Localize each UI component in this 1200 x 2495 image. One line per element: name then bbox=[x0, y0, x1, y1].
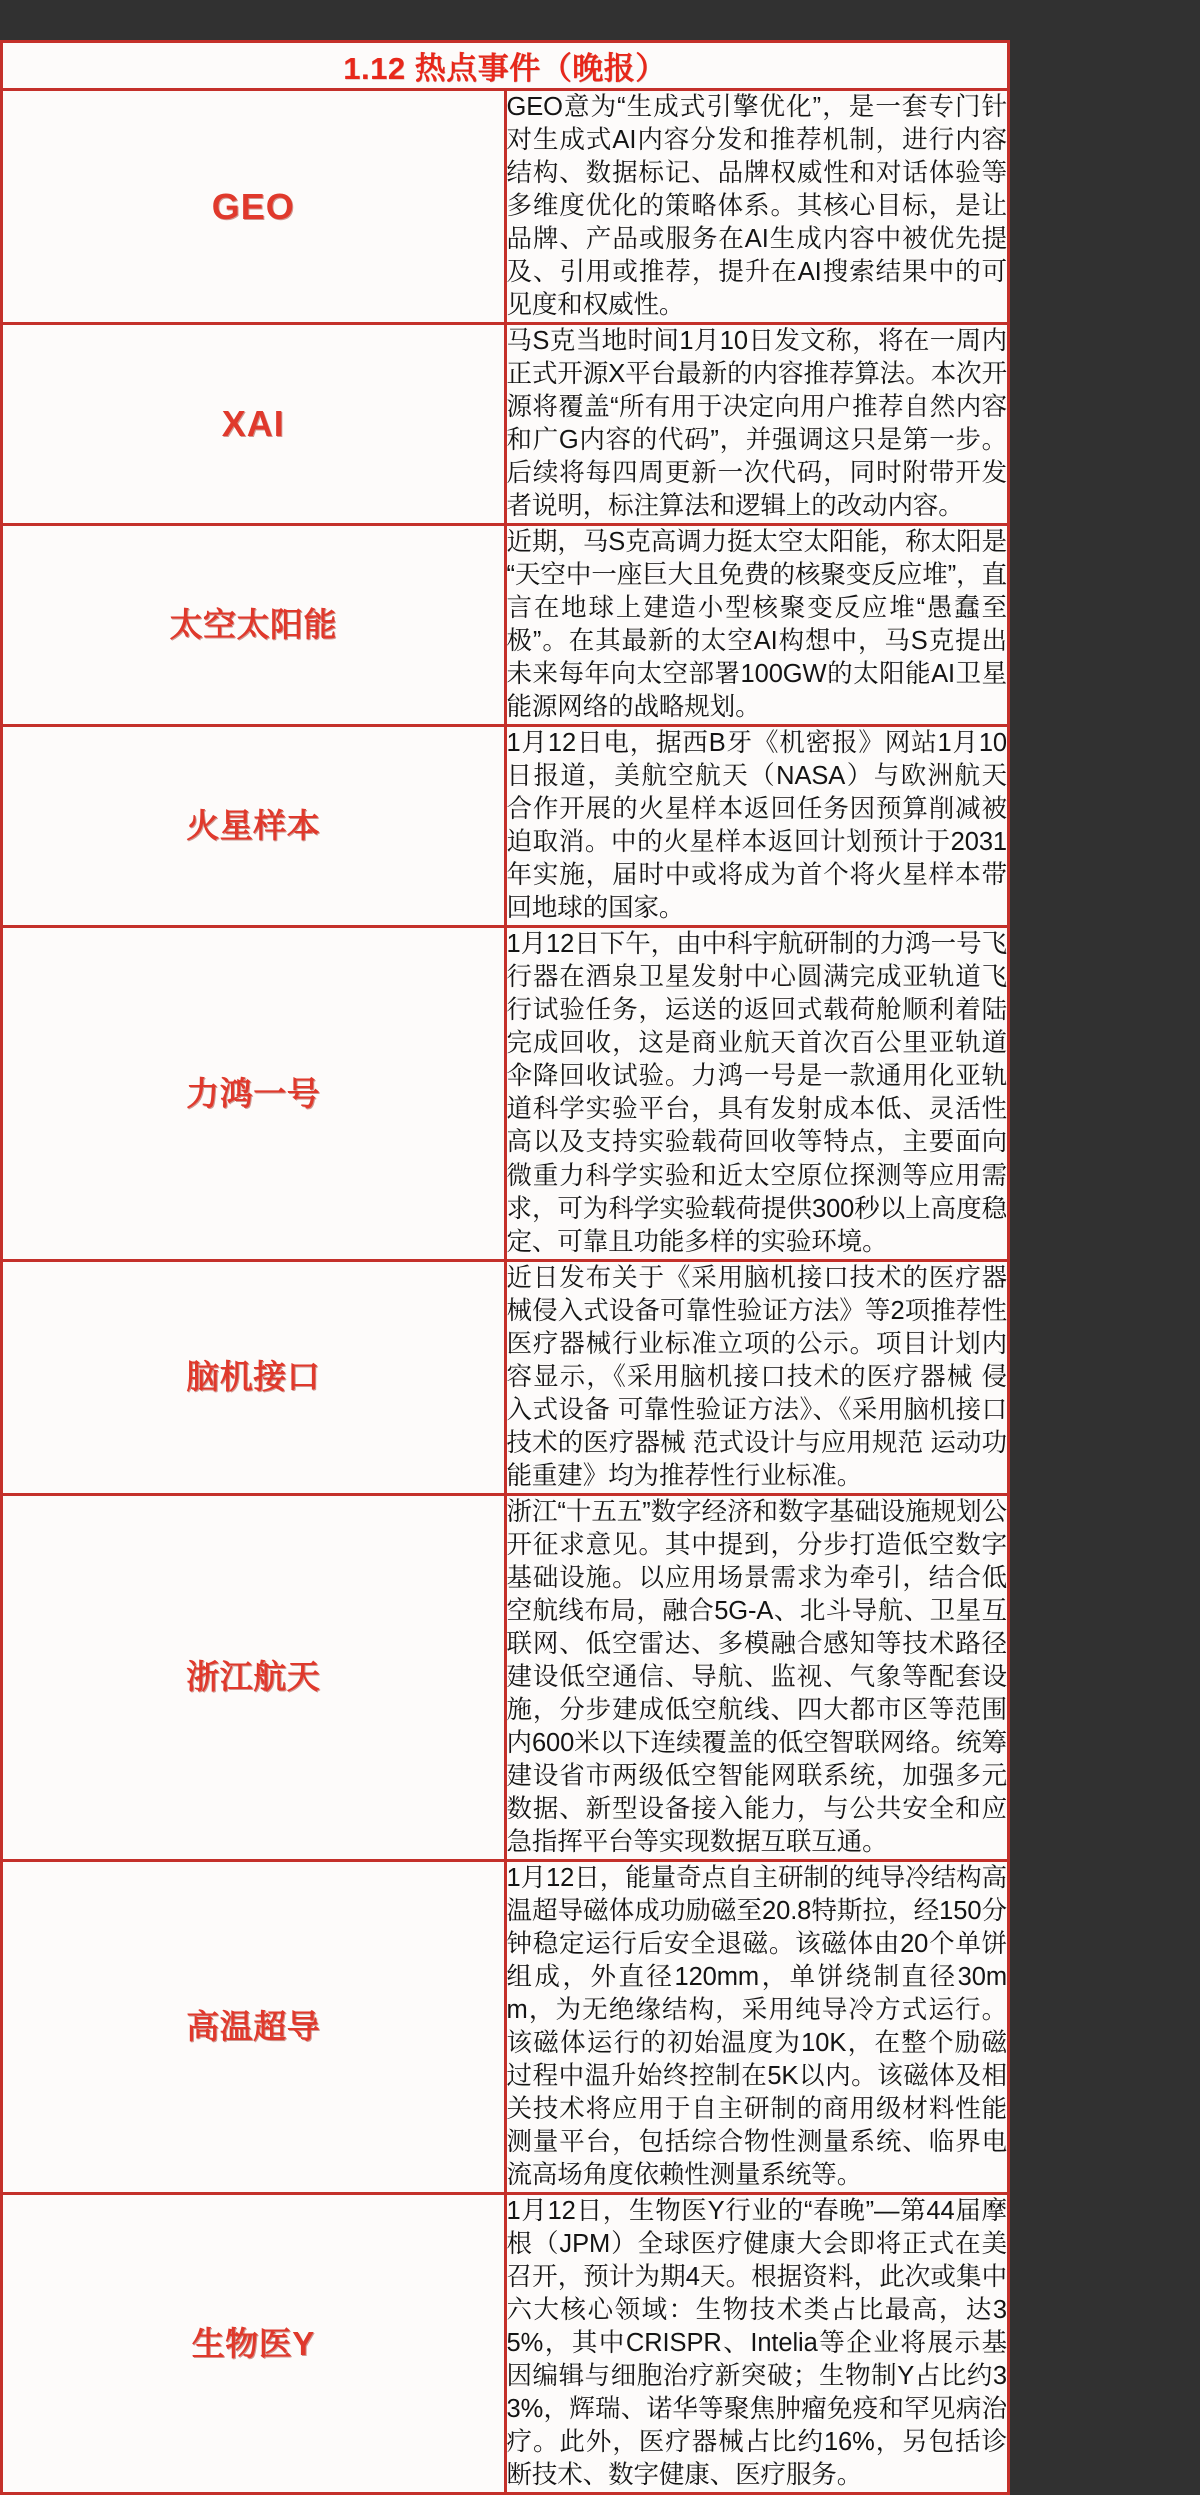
top-dark-bar bbox=[0, 0, 1200, 40]
row-body-text: 马S克当地时间1月10日发文称，将在一周内正式开源X平台最新的内容推荐算法。本次开源将覆盖“所有用于决定向用户推荐自然内容和广G内容的代码”，并强调这只是第一步。后续将每四周更新一次代码，同时附带开发者说明，标注算法和逻辑上的改动内容。 bbox=[506, 327, 1007, 521]
row-label: 火星样本 bbox=[186, 807, 321, 845]
table-row bbox=[2, 1860, 1009, 2193]
row-body-text: 1月12日，能量奇点自主研制的纯导冷结构高温超导磁体成功励磁至20.8特斯拉，经150分钟稳定运行后安全退磁。该磁体由20个单饼组成，外直径120mm，单饼绕制直径30mm，为无绝缘结构，采用纯导冷方式运行。该磁体运行的初始温度为10K，在整个励磁过程中温升始终控制在5K以内。该磁体及相关技术将应用于自主研制的商用级材料性能测量平台，包括综合物性测量系统、临界电流高场角度依赖性测量系统等。 bbox=[506, 1863, 1007, 2189]
row-body-text: 1月12日，生物医Y行业的“春晚”—第44届摩根（JPM）全球医疗健康大会即将正式在美召开，预计为期4天。根据资料，此次或集中六大核心领域：生物技术类占比最高，达35%，其中CRISPR、Intelia等企业将展示基因编辑与细胞治疗新突破；生物制Y占比约33%，辉瑞、诺华等聚焦肿瘤免疫和罕见病治疗。此外，医疗器械占比约16%，另包括诊断技术、数字健康、医疗服务。 bbox=[506, 2196, 1007, 2490]
row-label-cell bbox=[2, 927, 506, 1260]
table-title-row bbox=[2, 42, 1009, 90]
news-sheet bbox=[0, 40, 1010, 2495]
table-row bbox=[2, 525, 1009, 726]
row-body-text: 1月12日下午，由中科宇航研制的力鸿一号飞行器在酒泉卫星发射中心圆满完成亚轨道飞行试验任务，运送的返回式载荷舱顺利着陆完成回收，这是商业航天首次百公里亚轨道伞降回收试验。力鸿一号是一款通用化亚轨道科学实验平台，具有发射成本低、灵活性高以及支持实验载荷回收等特点，主要面向微重力科学实验和近太空原位探测等应用需求，可为科学实验载荷提供300秒以上高度稳定、可靠且功能多样的实验环境。 bbox=[506, 930, 1007, 1256]
row-label: XAI bbox=[221, 403, 285, 445]
row-body-cell bbox=[505, 324, 1009, 525]
table-body bbox=[2, 42, 1009, 2494]
row-body-cell bbox=[505, 2193, 1009, 2493]
row-label-cell bbox=[2, 525, 506, 726]
table-title-cell bbox=[2, 42, 1009, 90]
table-row bbox=[2, 1494, 1009, 1860]
table-row bbox=[2, 726, 1009, 927]
page-title: 1.12 热点事件（晚报） bbox=[343, 51, 667, 86]
row-body-text: GEO意为“生成式引擎优化”，是一套专门针对生成式AI内容分发和推荐机制，进行内容结构、数据标记、品牌权威性和对话体验等多维度优化的策略体系。其核心目标，是让品牌、产品或服务在AI生成内容中被优先提及、引用或推荐，提升在AI搜索结果中的可见度和权威性。 bbox=[506, 93, 1007, 320]
row-label-cell bbox=[2, 1260, 506, 1494]
table-row bbox=[2, 90, 1009, 324]
row-body-cell bbox=[505, 90, 1009, 324]
table-row bbox=[2, 927, 1009, 1260]
row-body-text: 浙江“十五五”数字经济和数字基础设施规划公开征求意见。其中提到，分步打造低空数字基础设施。以应用场景需求为牵引，结合低空航线布局，融合5G-A、北斗导航、卫星互联网、低空雷达、多模融合感知等技术路径建设低空通信、导航、监视、气象等配套设施，分步建成低空航线、四大都市区等范围内600米以下连续覆盖的低空智联网络。统筹建设省市两级低空智能网联系统，加强多元数据、新型设备接入能力，与公共安全和应急指挥平台等实现数据互联互通。 bbox=[506, 1497, 1007, 1856]
row-label-cell bbox=[2, 726, 506, 927]
row-body-text: 1月12日电，据西B牙《机密报》网站1月10日报道，美航空航天（NASA）与欧洲航天合作开展的火星样本返回任务因预算削减被迫取消。中的火星样本返回计划预计于2031年实施，届时中或将成为首个将火星样本带回地球的国家。 bbox=[506, 729, 1007, 923]
row-body-cell bbox=[505, 525, 1009, 726]
row-label: 脑机接口 bbox=[186, 1358, 321, 1396]
row-label: 生物医Y bbox=[191, 2324, 315, 2362]
row-label: 浙江航天 bbox=[186, 1658, 321, 1696]
row-body-cell bbox=[505, 726, 1009, 927]
table-row bbox=[2, 1260, 1009, 1494]
row-label: GEO bbox=[211, 185, 295, 227]
hot-events-table bbox=[0, 40, 1010, 2495]
row-body-cell bbox=[505, 1494, 1009, 1860]
row-body-cell bbox=[505, 1260, 1009, 1494]
row-label: 力鸿一号 bbox=[186, 1074, 321, 1112]
table-row bbox=[2, 2193, 1009, 2493]
right-background-gap bbox=[1010, 40, 1200, 1866]
row-body-cell bbox=[505, 927, 1009, 1260]
row-label-cell bbox=[2, 1494, 506, 1860]
row-body-text: 近期，马S克高调力挺太空太阳能，称太阳是“天空中一座巨大且免费的核聚变反应堆”，直言在地球上建造小型核聚变反应堆“愚蠢至极”。在其最新的太空AI构想中，马S克提出未来每年向太空部署100GW的太阳能AI卫星能源网络的战略规划。 bbox=[506, 528, 1007, 722]
row-label-cell bbox=[2, 1860, 506, 2193]
row-label-cell bbox=[2, 2193, 506, 2493]
table-row bbox=[2, 324, 1009, 525]
row-label: 高温超导 bbox=[186, 2007, 321, 2045]
row-label: 太空太阳能 bbox=[169, 606, 337, 644]
row-label-cell bbox=[2, 90, 506, 324]
row-body-text: 近日发布关于《采用脑机接口技术的医疗器械侵入式设备可靠性验证方法》等2项推荐性医疗器械行业标准立项的公示。项目计划内容显示，《采用脑机接口技术的医疗器械 侵入式设备 可靠性验证方法》、《采用脑机接口技术的医疗器械 范式设计与应用规范 运动功能重建》均为推荐性行业标准。 bbox=[506, 1263, 1007, 1490]
row-body-cell bbox=[505, 1860, 1009, 2193]
row-label-cell bbox=[2, 324, 506, 525]
